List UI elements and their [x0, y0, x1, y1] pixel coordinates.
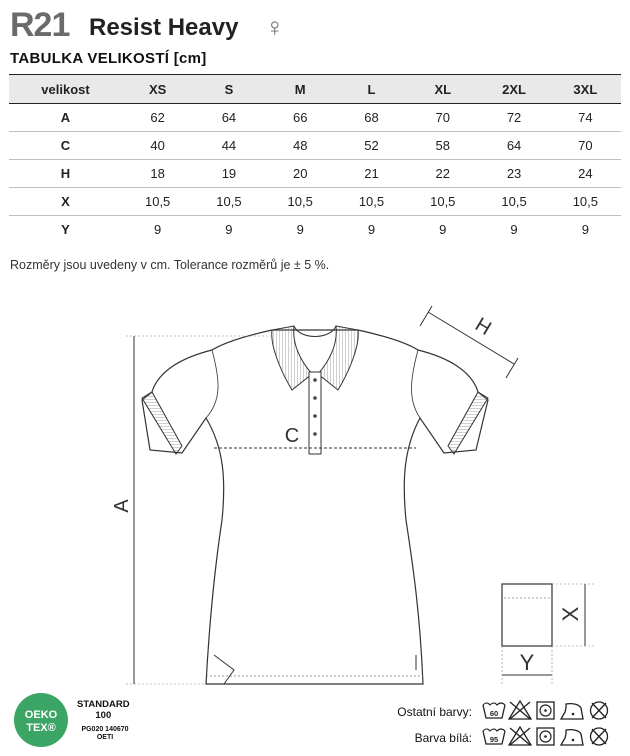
column-header: M — [265, 75, 336, 104]
table-cell: 24 — [550, 160, 621, 188]
button-icon — [313, 378, 317, 382]
table-cell: 72 — [478, 104, 549, 132]
table-cell: 10,5 — [193, 188, 264, 216]
table-cell: 10,5 — [478, 188, 549, 216]
svg-text:TEX®: TEX® — [26, 722, 56, 734]
dimension-h-tick — [506, 358, 518, 378]
table-cell: 74 — [550, 104, 621, 132]
size-table-title: TABULKA VELIKOSTÍ [cm] — [10, 50, 207, 67]
table-cell: 9 — [439, 222, 447, 237]
svg-text:95: 95 — [489, 735, 499, 744]
dimension-c-label: C — [284, 425, 300, 447]
column-header: XL — [407, 75, 478, 104]
column-header: S — [193, 75, 264, 104]
table-cell: 9 — [510, 222, 518, 237]
dimension-h-label: H — [471, 313, 495, 341]
table-cell: 62 — [122, 104, 193, 132]
tumble-dry-icon — [537, 728, 554, 745]
oeko-tex-code: PG020 140670 OETI — [81, 726, 129, 741]
tolerance-note: Rozměry jsou uvedeny v cm. Tolerance rozměrů je ± 5 %. — [10, 258, 330, 272]
table-cell: 20 — [265, 160, 336, 188]
pocket-outline — [502, 584, 552, 646]
table-cell: 70 — [550, 132, 621, 160]
table-cell: 9 — [581, 222, 589, 237]
product-name: Resist Heavy — [89, 14, 239, 41]
no-bleach-icon — [509, 727, 531, 745]
table-cell: 10,5 — [122, 188, 193, 216]
oeko-tex-logo — [14, 693, 68, 747]
button-icon — [313, 432, 317, 436]
table-cell: 68 — [336, 104, 407, 132]
button-icon — [313, 414, 317, 418]
table-cell: 10,5 — [407, 188, 478, 216]
table-cell: 10,5 — [336, 188, 407, 216]
care-symbols-colored — [483, 701, 608, 719]
table-cell: 22 — [407, 160, 478, 188]
table-cell: 48 — [265, 132, 336, 160]
column-header: L — [336, 75, 407, 104]
placket — [309, 372, 321, 454]
product-code: R21 — [10, 6, 70, 44]
gender-symbol: ♀ — [265, 12, 285, 42]
table-cell: 21 — [336, 160, 407, 188]
wash-icon — [483, 729, 505, 744]
dimension-x-label: X — [558, 606, 583, 622]
row-label: Y — [61, 222, 70, 237]
table-cell: 64 — [193, 104, 264, 132]
svg-text:60: 60 — [489, 709, 499, 718]
table-cell: 64 — [478, 132, 549, 160]
column-header: 3XL — [550, 75, 621, 104]
table-cell: 70 — [407, 104, 478, 132]
dimension-a-label: A — [111, 499, 133, 513]
dimension-y-label: Y — [519, 650, 535, 675]
no-dry-clean-icon — [591, 702, 608, 719]
iron-icon — [561, 704, 583, 719]
tumble-dry-icon — [537, 702, 554, 719]
table-cell: 19 — [193, 160, 264, 188]
row-label: C — [9, 132, 122, 160]
care-symbols-white — [483, 727, 608, 745]
row-label: H — [9, 160, 122, 188]
iron-icon — [561, 730, 583, 745]
dimension-h-line — [428, 312, 514, 364]
row-label: A — [9, 104, 122, 132]
table-cell: 10,5 — [265, 188, 336, 216]
table-cell: 66 — [265, 104, 336, 132]
care-label-white: Barva bílá: — [414, 731, 472, 745]
row-label: X — [9, 188, 122, 216]
table-cell: 23 — [478, 160, 549, 188]
table-cell: 44 — [193, 132, 264, 160]
table-cell: 9 — [296, 222, 304, 237]
care-label-colored: Ostatní barvy: — [397, 705, 472, 719]
dimension-h-tick — [420, 306, 432, 326]
table-cell: 40 — [122, 132, 193, 160]
oeko-tex-standard: STANDARD 100 — [77, 699, 130, 721]
table-cell: 52 — [336, 132, 407, 160]
table-cell: 18 — [122, 160, 193, 188]
table-cell: 9 — [367, 222, 376, 237]
table-cell: 10,5 — [550, 188, 621, 216]
column-header: velikost — [9, 75, 122, 104]
svg-text:OEKO: OEKO — [24, 709, 58, 721]
column-header: 2XL — [478, 75, 549, 104]
column-header: XS — [122, 75, 193, 104]
no-dry-clean-icon — [591, 728, 608, 745]
wash-icon — [483, 703, 505, 718]
table-cell: 9 — [154, 222, 162, 237]
table-cell: 58 — [407, 132, 478, 160]
table-cell: 9 — [225, 222, 233, 237]
button-icon — [313, 396, 317, 400]
no-bleach-icon — [509, 701, 531, 719]
